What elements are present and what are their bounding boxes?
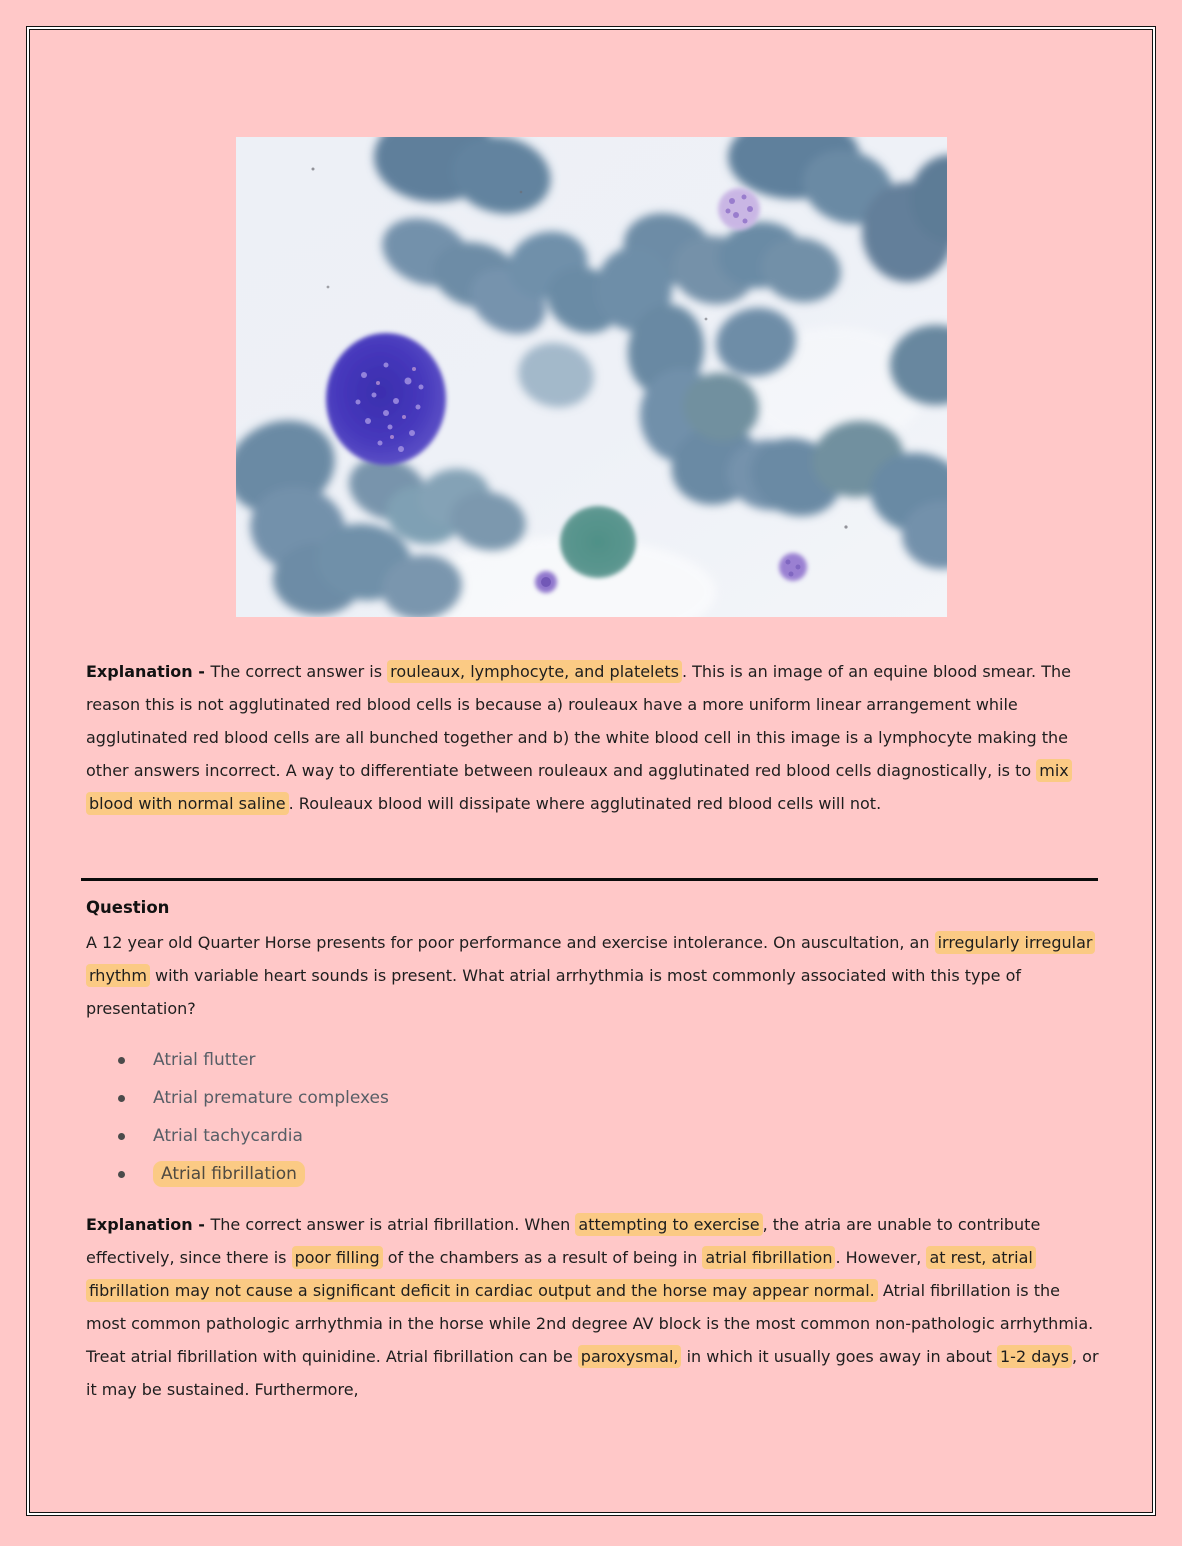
bullet-icon (118, 1133, 125, 1140)
blood-smear-figure (236, 137, 947, 617)
text-segment: . This is an image of an equine blood smear. The reason this is not agglutinated red blood cells is because a) rouleaux have a more uniform linear arrangement while agglutinated red blood cells are all bunched together and b) the white blood cell in this image is a lymphocyte making the other answers incorrect. A way to differentiate between rouleaux and agglutinated red blood cells diagnostically, is to (86, 662, 1071, 780)
explanation-2-paragraph (86, 1208, 1099, 1406)
option-label: Atrial tachycardia (153, 1126, 303, 1146)
text-segment: , the atria are unable to contribute effectively, since there is (86, 1215, 1041, 1267)
bullet-icon (118, 1057, 125, 1064)
text-segment: . However, (835, 1248, 927, 1267)
highlighted-text: 1-2 days (997, 1345, 1072, 1368)
option-label: Atrial flutter (153, 1050, 256, 1070)
text-segment: of the chambers as a result of being in (382, 1248, 703, 1267)
option-label: Atrial fibrillation (153, 1161, 305, 1187)
text-segment: Explanation - (86, 662, 211, 681)
highlighted-text: rouleaux, lymphocyte, and platelets (387, 660, 682, 683)
option-atrial-premature-complexes (118, 1079, 389, 1117)
question-text (86, 926, 1099, 1025)
option-label: Atrial premature complexes (153, 1088, 389, 1108)
highlighted-text: irregularly irregular rhythm (86, 931, 1095, 987)
option-atrial-fibrillation (118, 1155, 389, 1193)
text-segment: A 12 year old Quarter Horse presents for poor performance and exercise intolerance. On auscultation, an (86, 933, 935, 952)
bullet-icon (118, 1171, 125, 1178)
text-segment: . Rouleaux blood will dissipate where agglutinated red blood cells will not. (288, 794, 882, 813)
option-atrial-flutter (118, 1041, 389, 1079)
highlighted-text: attempting to exercise (575, 1213, 762, 1236)
question-heading: Question (86, 898, 170, 917)
text-segment: with variable heart sounds is present. What atrial arrhythmia is most commonly associated with this type of presentation? (86, 966, 1021, 1018)
highlighted-text: paroxysmal, (578, 1345, 682, 1368)
highlighted-text: mix blood with normal saline (86, 759, 1072, 815)
highlighted-text: atrial fibrillation (702, 1246, 835, 1269)
explanation-1-paragraph (86, 655, 1099, 820)
option-atrial-tachycardia (118, 1117, 389, 1155)
text-segment: , or it may be sustained. Furthermore, (86, 1347, 1099, 1399)
text-segment: Atrial fibrillation is the most common pathologic arrhythmia in the horse while 2nd degree AV block is the most common non-pathologic arrhythmia. Treat atrial fibrillation with quinidine. Atrial fibrillation can be (86, 1281, 1094, 1366)
answer-options-list (118, 1041, 389, 1193)
highlighted-text: poor filling (292, 1246, 383, 1269)
bullet-icon (118, 1095, 125, 1102)
text-segment: The correct answer is atrial fibrillation. When (210, 1215, 576, 1234)
blood-smear-image (236, 137, 947, 617)
text-segment: The correct answer is (210, 662, 388, 681)
text-segment: in which it usually goes away in about (681, 1347, 997, 1366)
text-segment: Explanation - (86, 1215, 211, 1234)
highlighted-text: at rest, atrial fibrillation may not cause a significant deficit in cardiac output and the horse may appear normal. (86, 1246, 1036, 1302)
section-divider (81, 878, 1098, 881)
